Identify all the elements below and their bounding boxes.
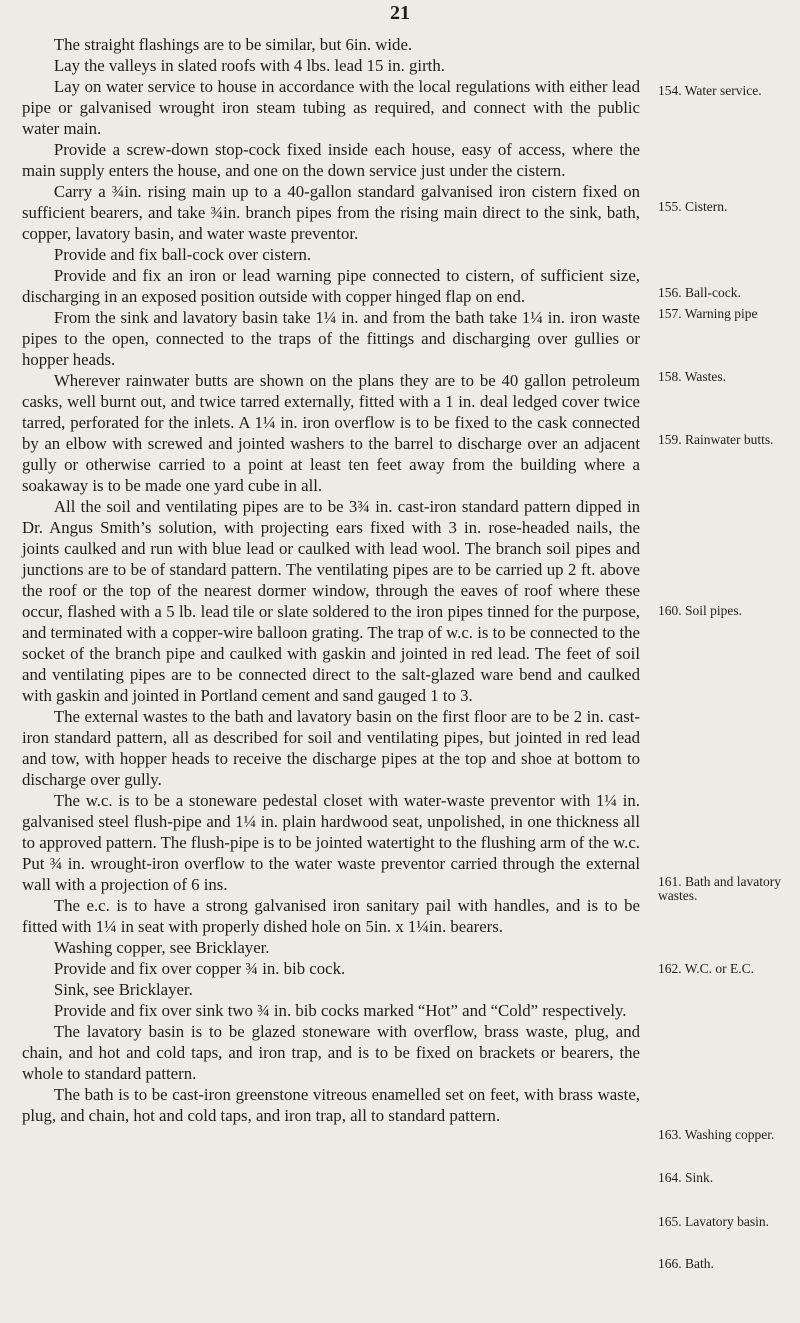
paragraph-soil-pipes: All the soil and ventilating pipes are to be 3¾ in. cast-iron standard pattern dipped in Dr. Angus Smith’s solution, with projecting ears fixed with 3 in. rose-headed nails, the joints caulked and run with blue lead or caulked with lead wool. The branch soil pipes and junctions are to be of standard pattern. The ventilating pipes are to be carried up 2 ft. above the roof or the top of the nearest dormer window, through the eaves of roof where these occur, flashed with a 5 lb. lead tile or slate soldered to the iron pipes tinned for the purpose, and terminated with a copper-wire balloon grating. The trap of w.c. is to be connected to the socket of the branch pipe and caulked with gaskin and jointed in red lead. The feet of soil and ventilating pipes are to be connected direct to the salt-glazed ware bend and caulked with gaskin and jointed in Portland cement and sand gauged 1 to 3.	[22, 497, 640, 705]
margin-note-lavatory-basin: 165. Lavatory basin.	[658, 1214, 769, 1229]
margin-note-water-service: 154. Water service.	[658, 83, 762, 98]
paragraph-warning-pipe: Provide and fix an iron or lead warning pipe connected to cistern, of sufficient size, discharging in an exposed position outside with copper hinged flap on end.	[22, 266, 640, 306]
margin-note-bath: 166. Bath.	[658, 1256, 714, 1271]
margin-note-soil-pipes: 160. Soil pipes.	[658, 603, 743, 618]
paragraph-rainwater-butts: Wherever rainwater butts are shown on the plans they are to be 40 gallon petroleum casks, well burnt out, and twice tarred externally, fitted with a 1 in. deal ledged cover twice tarred, perforated for the inlets. A 1¼ in. iron overflow is to be fixed to the cask connected by an elbow with screwed and jointed washers to the barrel to discharge over an adjacent gully or otherwise carried to a point at least ten feet away from the building where a soakaway is to be made one yard cube in all.	[22, 371, 640, 495]
paragraph-sink: Sink, see Bricklayer.	[53, 980, 193, 999]
margin-note-wc-ec: 162. W.C. or E.C.	[658, 961, 755, 976]
paragraph-copper-bib-cock: Provide and fix over copper ¾ in. bib cock.	[53, 959, 346, 978]
paragraph-bath: The bath is to be cast-iron greenstone vitreous enamelled set on feet, with brass waste, plug, and chain, hot and cold taps, and iron trap, all to standard pattern.	[22, 1085, 640, 1125]
paragraph-ec: The e.c. is to have a strong galvanised iron sanitary pail with handles, and is to be fitted with 1¼ in seat with properly dished hole on 5in. x 1¼in. bearers.	[22, 896, 640, 936]
paragraph-valleys: Lay the valleys in slated roofs with 4 lbs. lead 15 in. girth.	[53, 56, 445, 75]
margin-note-bath-lavatory-wastes: 161. Bath and lavatory wastes.	[658, 874, 781, 903]
paragraph-flashings: The straight flashings are to be similar, but 6in. wide.	[53, 35, 413, 54]
paragraph-ball-cock: Provide and fix ball-cock over cistern.	[53, 245, 312, 264]
margin-note-sink: 164. Sink.	[658, 1170, 714, 1185]
margin-note-rainwater-butts: 159. Rainwater butts.	[658, 432, 774, 447]
margin-note-washing-copper: 163. Washing copper.	[658, 1127, 775, 1142]
margin-note-ball-cock: 156. Ball-cock.	[658, 285, 741, 300]
margin-note-warning-pipe: 157. Warning pipe	[658, 306, 758, 321]
page-number: 21	[390, 2, 410, 24]
margin-note-wastes: 158. Wastes.	[658, 369, 727, 384]
paragraph-washing-copper: Washing copper, see Bricklayer.	[53, 938, 270, 957]
paragraph-wc: The w.c. is to be a stoneware pedestal closet with water-waste preventor with 1¼ in. galvanised steel flush-pipe and 1¼ in. plain hardwood seat, unpolished, in one thickness all to approved pattern. The flush-pipe is to be jointed watertight to the flushing arm of the w.c. Put ¾ in. wrought-iron overflow to the water waste preventor carried through the external wall with a projection of 6 ins.	[22, 791, 640, 894]
paragraph-cistern: Carry a ¾in. rising main up to a 40-gallon standard galvanised iron cistern fixed on sufficient bearers, and take ¾in. branch pipes from the rising main direct to the sink, bath, copper, lavatory basin, and water waste preventor.	[22, 182, 640, 243]
margin-note-cistern: 155. Cistern.	[658, 199, 728, 214]
paragraph-water-service: Lay on water service to house in accordance with the local regulations with either lead pipe or galvanised wrought iron steam tubing as required, and connect with the public water main.	[22, 77, 640, 138]
paragraph-sink-bib-cocks: Provide and fix over sink two ¾ in. bib cocks marked “Hot” and “Cold” respectively.	[53, 1001, 627, 1020]
paragraph-external-wastes: The external wastes to the bath and lavatory basin on the first floor are to be 2 in. cast-iron standard pattern, all as described for soil and ventilating pipes, but jointed in red lead and tow, with hopper heads to receive the discharge pipes at the top and shoe at bottom to discharge over gully.	[22, 707, 640, 789]
paragraph-lavatory-basin: The lavatory basin is to be glazed stoneware with overflow, brass waste, plug, and chain, and hot and cold taps, and iron trap, and is to be fixed on brackets or bearers, the whole to standard pattern.	[22, 1022, 640, 1083]
paragraph-wastes: From the sink and lavatory basin take 1¼ in. and from the bath take 1¼ in. iron waste pipes to the open, connected to the traps of the fittings and discharging over gullies or hopper heads.	[22, 308, 640, 369]
body-text	[22, 34, 640, 1126]
paragraph-stop-cock: Provide a screw-down stop-cock fixed inside each house, easy of access, where the main supply enters the house, and one on the down service just under the cistern.	[22, 140, 640, 180]
